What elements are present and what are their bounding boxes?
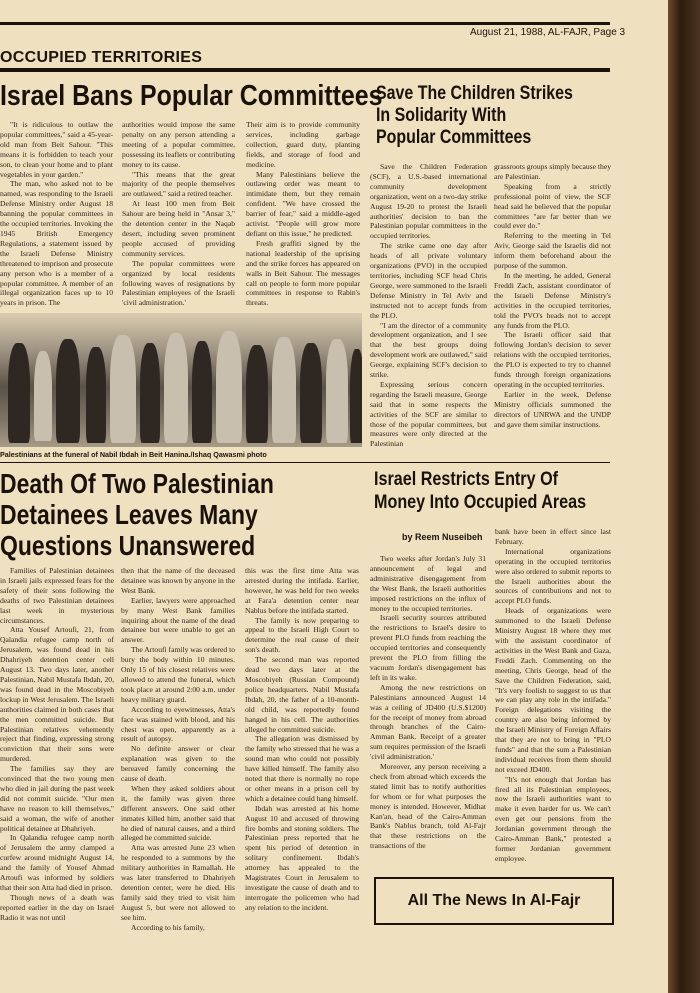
section-rule	[0, 68, 610, 72]
headline-line: Israel Restricts Entry Of	[374, 469, 559, 490]
headline-line: Detainees Leaves Many	[0, 499, 258, 530]
article3-column-1	[0, 566, 114, 939]
paragraph: bank have been in effect since last February.	[495, 527, 611, 546]
paragraph: When they asked soldiers about it, the family was given three different answers. One said other inmates killed him, another said that he died of natural causes, and a third alleged he committed suicide.	[121, 783, 235, 843]
paragraph: Earlier, lawyers were approached by many West Bank families inquiring about the name of the dead detainee but were unable to get an answer.	[121, 595, 235, 645]
paragraph: The Israeli officer said that following Jordan's decision to sever relations with the occupied territories, the PLO is expected to try to channel funds through foreign organizations operating in the occupied territories.	[494, 330, 611, 389]
article4-headline	[374, 470, 624, 512]
paragraph: The man, who asked not to be named, was responding to the Israeli Defense Ministry order August 18 banning the popular committees in the occupied territories. Invoking the 1945 British Emergency Regulations, a statement issued by the Israeli Defense Ministry threatened to imprison and prosecute any person who is a member of a popular committee. A member of an illegal organization faces up to 10 years in prison. The	[0, 179, 113, 308]
paragraph: Heads of organizations were summoned to the Israeli Defense Ministry August 18 where they met with the assistant coordinator of activities in the West Bank and Gaza, Freddi Zach. Commenting on the meeting, Chris George, head of the Save the Children Federation, said, "It's very foolish to suggest to us that we can play any role in the intifada." Foreign delegations visiting the country are also being informed by the Israeli Ministry of Foreign Affairs that they are not to bring in "PLO funds" and that the sum a Palestinian individual receives from them should not exceed JD400.	[495, 606, 611, 774]
article1-column-3	[246, 120, 360, 310]
headline-line: Money Into Occupied Areas	[374, 492, 587, 513]
article4-column-1	[370, 554, 486, 872]
section-title: OCCUPIED TERRITORIES	[0, 49, 203, 66]
al-fajr-promo-box: All The News In Al-Fajr	[374, 877, 614, 925]
paragraph: No definite answer or clear explanation was given to the bereaved family concerning the cause of death.	[121, 744, 235, 784]
paragraph: International organizations operating in the occupied territories were also ordered to submit reports to the Israeli authorities about the sources of contributions and not to accept PLO funds.	[495, 546, 611, 606]
article2-headline	[376, 84, 610, 147]
article1-column-2	[122, 120, 235, 310]
paragraph: Save the Children Federation (SCF), a U.S.-based international community development organization, went on a two-day strike August 19-20 to protest the Israeli authorities' decision to ban the Palestinian popular committees in the occupied territories.	[370, 162, 487, 241]
header-top-rule	[0, 22, 610, 25]
headline-line: Death Of Two Palestinian	[0, 468, 274, 499]
paragraph: this was the first time Atta was arrested during the intifada. Earlier, however, he was held for two weeks at Fara'a detention center near Nablus before the intifada started.	[245, 566, 359, 615]
paragraph: "I am the director of a community development organization, and I see that the best groups doing development work are outlawed," said George, explaining SCF's decision to strike.	[370, 320, 487, 380]
paragraph: The families say they are convinced that the two young men who died in jail during the past week did not commit suicide. "Our men have no reason to kill themselves," said a woman, the wife of another political detainee at Dhahriyeh.	[0, 764, 114, 833]
paragraph: Ibdah was arrested at his home August 10 and accused of throwing fire bombs and stoning soldiers. The Palestinian press reported that he spent his period of detention in solitary confinement. Ibdah's attorney has appealed to the Magistrates Court in Jerusalem to investigate the cause of death and to interrogate the policemen who had any relation to the incident.	[245, 803, 359, 912]
paragraph: Among the new restrictions on Palestinians announced August 14 was a ceiling of JD400 (U.S.$1200) for the receipt of money from abroad through branches of the Cairo-Amman Bank. Receipt of a greater sum requires permission of the Israeli 'civil administration.'	[370, 682, 486, 762]
paragraph: In Qalandia refugee camp north of Jerusalem the army clamped a curfew around midnight August 14, and the family of Yousef Ahmad Artoufi was informed by soldiers that their son Atta had died in prison.	[0, 833, 114, 892]
article3-headline	[0, 470, 334, 560]
paragraph: Referring to the meeting in Tel Aviv, George said the Israelis did not inform them beforehand about the purpose of the summon.	[494, 231, 611, 271]
paragraph: Their aim is to provide community services, including garbage collection, guard duty, planting fields, and storage of food and medicine.	[246, 120, 360, 169]
paragraph: The second man was reported dead two days later at the Moscobiyeh (Russian Compound) police headquarters. Nabil Mustafa Ibdah, 20, the father of a 10-month-old child, was reportedly found hanged in his cell. The authorities alleged he committed suicide.	[245, 655, 359, 734]
article4-byline: by Reem Nuseibeh	[402, 532, 483, 542]
paragraph: According to his family,	[131, 922, 205, 932]
paragraph: Atta was arrested June 23 when he responded to a summons by the military authorities in Ramallah. He was later transferred to Dhahriyeh detention center, were he died. His family said they tried to visit him August 5, but were not allowed to see him.	[121, 843, 235, 922]
article1-column-1	[0, 120, 113, 310]
article3-column-3	[245, 566, 359, 939]
paragraph: Israeli security sources attributed the restrictions to Israel's desire to prevent PLO funds from reaching the occupied territories and consequently prevent the PLO from filling the vacuum Jordan's disengagement has left in its wake.	[370, 613, 486, 682]
paragraph: Two weeks after Jordan's July 31 announcement of legal and administrative disengagement from the West Bank, the Israeli authorities imposed restrictions on the influx of money to the occupied territories.	[370, 554, 486, 613]
paragraph: Expressing serious concern regarding the Israeli measure, George said that in some respects the activities of the SCF are similar to those of the popular committees, but measures were only directed at the Palestinian	[370, 379, 487, 449]
date-line: August 21, 1988, AL-FAJR, Page 3	[470, 27, 626, 38]
paragraph: grassroots groups simply because they are Palestinian.	[494, 162, 611, 181]
paragraph: Atta Yousef Artoufi, 21, from Qalandia refugee camp north of Jerusalem, was found dead in his Dhahriyeh detention center cell August 13. Two days later, another Palestinian, Nabil Mustafa Ibdah, 20, was found dead in the Moscobiyeh lockup in West Jerusalem. The Israeli authorities claimed in both cases that the men committed suicide. But Palestinian relatives vehemently reject that finding, expressing strong conviction that their sons were murdered.	[0, 625, 114, 764]
paragraph: Though news of a death was reported earlier in the day on Israel Radio it was not until	[0, 892, 114, 922]
headline-line: Questions Unanswered	[0, 530, 256, 561]
article4-column-2	[495, 527, 611, 872]
paragraph: At least 100 men from Beit Sahour are being held in "Ansar 3," the detention center in the Naqab desert, including seven prominent people accused of providing community services.	[122, 199, 235, 258]
paragraph: The popular committees were organized by local residents following waves of resignations by Palestinian employees of the Israeli 'civil administration.'	[122, 258, 235, 308]
divider-rule	[0, 462, 610, 463]
funeral-photo	[0, 313, 362, 447]
paragraph: Fresh graffiti signed by the national leadership of the uprising and the strike forces has appeared on walls in Beit Sahour. The messages call on people to form more popular committees in response to Rabin's threats.	[246, 238, 360, 308]
paragraph: In the meeting, he added, General Freddi Zach, assistant coordinator of the Israeli Defense Ministry's activities in the occupied territories, told the PVO's heads not to accept any funds from the PLO.	[494, 270, 611, 330]
paragraph: Families of Palestinian detainees in Israeli jails expressed fears for the safety of their sons following the deaths of two Palestinian detainees last week in mysterious circumstances.	[0, 566, 114, 625]
article2-column-1	[370, 162, 487, 452]
paragraph: "It's not enough that Jordan has fired all its Palestinian employees, now the Israeli authorities want to make it even harder for us. We can't even get our pensions from the Jordanian government through the Cairo-Amman Bank," protested a former Jordanian government employee.	[495, 774, 611, 863]
paragraph: Many Palestinians believe the outlawing order was meant to intimidate them, but they remain confident. "We have crossed the barrier of fear," said a middle-aged activist. "People will grow more defiant on this issue," he predicted.	[246, 169, 360, 238]
paragraph: The Artoufi family was ordered to bury the body within 10 minutes. Only 15 of his closest relatives were allowed to attend the funeral, which took place at around 2:00 a.m. under heavy military guard.	[121, 645, 235, 704]
paragraph: then that the name of the deceased detainee was known by anyone in the West Bank.	[121, 566, 235, 595]
paragraph: authorities would impose the same penalty on any person attending a meeting of a popular committee, possessing its leaflets or contributing money to its cause.	[122, 120, 235, 169]
headline-line: Save The Children Strikes	[376, 83, 573, 104]
paragraph: Moreover, any person receiving a check from abroad which exceeds the stated limit has to notify authorities for whom or for what purposes the money is intended. However, Midhat Kan'an, head of the Cairo-Amman Bank's Nablus branch, told Al-Fajr that these restrictions on the transactions of the	[370, 762, 486, 851]
paragraph: The strike came one day after heads of all private voluntary organizations (PVO) in the occupied territories, including SCF head Chris George, were summoned to the Israeli Defense Ministry in Tel Aviv and instructed not to accept funds from the PLO.	[370, 241, 487, 320]
article1-headline: Israel Bans Popular Committees	[0, 80, 383, 112]
article2-column-2	[494, 162, 611, 452]
headline-line: Popular Committees	[376, 127, 532, 148]
headline-line: In Solidarity With	[376, 105, 507, 126]
article3-column-2	[121, 566, 235, 939]
paragraph: The allegation was dismissed by the family who stressed that he was a sound man who could not possibly have killed himself. The family also noted that there is normally no rope or other means in a prison cell by which a detainee could hang himself.	[245, 734, 359, 803]
paragraph: "This means that the great majority of the people themselves are outlawed," said a retired teacher.	[122, 169, 235, 199]
paragraph: Earlier in the week, Defense Ministry officials summoned the directors of UNRWA and the UNDP and gave them similar instructions.	[494, 389, 611, 429]
paragraph: Speaking from a strictly professional point of view, the SCF head said he believed that the popular committees "are far better than we could ever do."	[494, 181, 611, 231]
paragraph: The family is now preparing to appeal to the Israeli High Court to determine the real cause of their son's death.	[245, 615, 359, 655]
photo-caption: Palestinians at the funeral of Nabil Ibdah in Beit Hanina./Ishaq Qawasmi photo	[0, 450, 267, 459]
binding-edge	[668, 0, 700, 993]
paragraph: According to eyewitnesses, Atta's face was stained with blood, and his chest was open, apparently as a result of autopsy.	[121, 704, 235, 744]
paragraph: "It is ridiculous to outlaw the popular committees," said a 45-year-old man from Beit Sahour. "This means it is forbidden to teach your son, to clean your home and to plant vegetables in your garden."	[0, 120, 113, 179]
